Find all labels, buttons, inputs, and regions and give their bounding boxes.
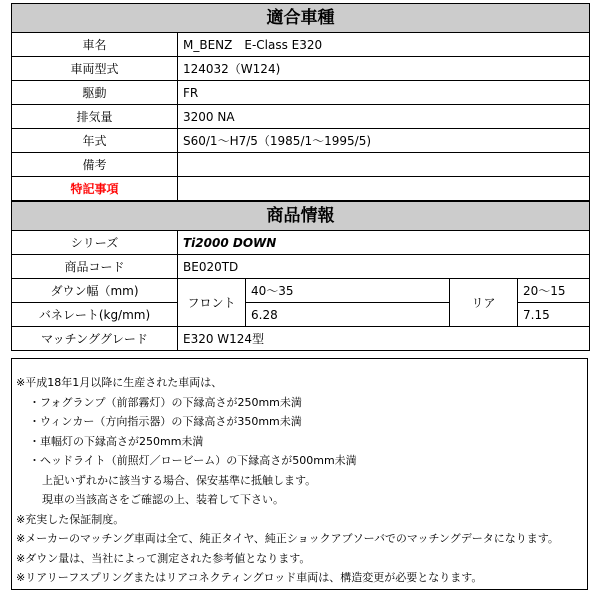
row-value: S60/1～H7/5（1985/1～1995/5) <box>178 129 590 153</box>
product-table-title: 商品情報 <box>12 202 590 231</box>
series-value: Ti2000 DOWN <box>178 231 590 255</box>
row-label: 車名 <box>12 33 178 57</box>
table-row <box>12 231 590 255</box>
table-row <box>12 279 590 303</box>
row-label: 排気量 <box>12 105 178 129</box>
note-line: ※平成18年1月以降に生産された車両は、 <box>16 376 223 389</box>
table-row <box>12 255 590 279</box>
row-label: 駆動 <box>12 81 178 105</box>
down-width-label: ダウン幅（mm) <box>12 279 178 303</box>
note-line: ・フォグランプ（前部霧灯）の下縁高さが250mm未満 <box>29 395 302 409</box>
table-row <box>12 327 590 351</box>
note-line: ・ヘッドライト（前照灯／ロービーム）の下縁高さが500mm未満 <box>29 454 357 467</box>
row-value: FR <box>178 81 590 105</box>
rear-down-value: 20～15 <box>518 279 590 303</box>
vehicle-table-title: 適合車種 <box>12 4 590 33</box>
product-table <box>11 201 590 351</box>
note-line: 現車の当該高さをご確認の上、装着して下さい。 <box>42 493 284 506</box>
row-value: 124032（W124) <box>178 57 590 81</box>
note-line: ※リアリーフスプリングまたはリアコネクティングロッド車両は、構造変更が必要となります。 <box>16 571 483 584</box>
row-value <box>178 177 590 201</box>
front-label: フロント <box>178 279 246 327</box>
note-line: ※メーカーのマッチング車両は全て、純正タイヤ、純正ショックアブソーバでのマッチングデータになります。 <box>16 532 559 545</box>
product-code-value: BE020TD <box>178 255 590 279</box>
note-line: ・車幅灯の下縁高さが250mm未満 <box>29 434 204 448</box>
row-label: 年式 <box>12 129 178 153</box>
spring-rate-label: バネレート(kg/mm) <box>12 303 178 327</box>
table-row <box>12 57 590 81</box>
row-label: 備考 <box>12 153 178 177</box>
row-value: M_BENZ E-Class E320 <box>178 33 590 57</box>
note-line: ・ウィンカー（方向指示器）の下縁高さが350mm未満 <box>29 415 302 428</box>
rear-rate-value: 7.15 <box>518 303 590 327</box>
table-row <box>12 177 590 201</box>
note-line: ※充実した保証制度。 <box>16 512 125 526</box>
matching-grade-value: E320 W124型 <box>178 327 590 351</box>
rear-label: リア <box>450 279 518 327</box>
series-label: シリーズ <box>12 231 178 255</box>
front-rate-value: 6.28 <box>246 303 450 327</box>
table-row <box>12 129 590 153</box>
vehicle-table <box>11 3 590 201</box>
row-label: 車両型式 <box>12 57 178 81</box>
row-value: 3200 NA <box>178 105 590 129</box>
special-notes-label: 特記事項 <box>12 177 178 201</box>
table-row <box>12 153 590 177</box>
note-line: ※ダウン量は、当社によって測定された参考値となります。 <box>16 551 311 565</box>
front-down-value: 40～35 <box>246 279 450 303</box>
notes-box <box>11 358 588 590</box>
product-code-label: 商品コード <box>12 255 178 279</box>
table-row <box>12 81 590 105</box>
matching-grade-label: マッチンググレード <box>12 327 178 351</box>
table-row <box>12 105 590 129</box>
row-value <box>178 153 590 177</box>
note-line: 上記いずれかに該当する場合、保安基準に抵触します。 <box>42 473 317 487</box>
table-row <box>12 33 590 57</box>
